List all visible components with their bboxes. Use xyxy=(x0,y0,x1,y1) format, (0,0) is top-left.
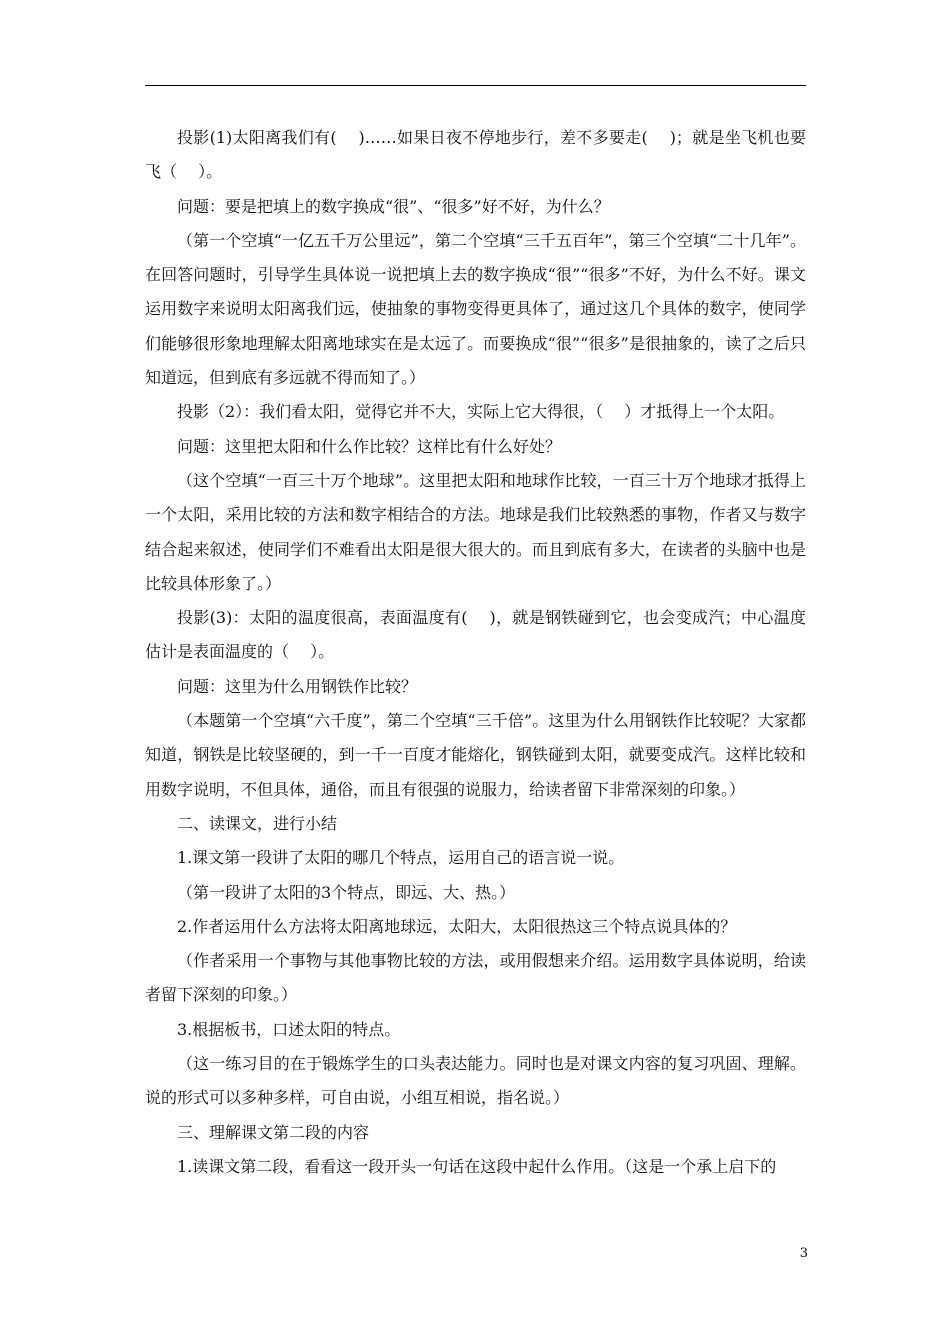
section-heading-2: 二、读课文，进行小结 xyxy=(177,813,338,833)
paragraph-projection-2: 投影（2）：我们看太阳，觉得它并不大，实际上它大得很，（ ）才抵得上一个太阳。 xyxy=(177,402,785,422)
paragraph-item-2-answer: （作者采用一个事物与其他事物比较的方法，或用假想来介绍。运用数字具体说明，给读者留下深刻的印象。） xyxy=(145,951,806,1005)
paragraph-item-1-answer: （第一段讲了太阳的3个特点，即远、大、热。） xyxy=(177,882,516,902)
paragraph-question-2: 问题：这里把太阳和什么作比较？这样比有什么好处？ xyxy=(177,436,562,456)
paragraph-answer-1: （第一个空填“一亿五千万公里远”，第二个空填“三千五百年”，第三个空填“二十几年”。在回答问题时，引导学生具体说一说把填上去的数字换成“很”“很多”不好，为什么不好。课文运用数字来说明太阳离我们远，使抽象的事物变得更具体了，通过这几个具体的数字，使同学们能够很形象地理解太阳离地球实在是太远了。而要换成“很”“很多”是很抽象的，读了之后只知道远，但到底有多远就不得而知了。） xyxy=(145,230,806,388)
paragraph-item-3: 3.根据板书，口述太阳的特点。 xyxy=(177,1019,401,1039)
paragraph-section-3-item-1: 1.读课文第二段，看看这一段开头一句话在这段中起什么作用。（这是一个承上启下的 xyxy=(177,1156,777,1176)
paragraph-item-2: 2.作者运用什么方法将太阳离地球远，太阳大，太阳很热这三个特点说具体的？ xyxy=(177,916,737,936)
paragraph-item-3-answer: （这一练习目的在于锻炼学生的口头表达能力。同时也是对课文内容的复习巩固、理解。说的形式可以多种多样，可自由说，小组互相说，指名说。） xyxy=(145,1054,806,1108)
paragraph-item-1: 1.课文第一段讲了太阳的哪几个特点，运用自己的语言说一说。 xyxy=(177,848,625,868)
paragraph-projection-3: 投影(3)：太阳的温度很高，表面温度有( )，就是钢铁碰到它，也会变成汽；中心温度估计是表面温度的（ ）。 xyxy=(145,608,806,662)
section-heading-3: 三、理解课文第二段的内容 xyxy=(177,1122,370,1142)
paragraph-projection-1: 投影(1)太阳离我们有( )……如果日夜不停地步行，差不多要走( )；就是坐飞机也要飞（ ）。 xyxy=(145,128,806,182)
paragraph-answer-3: （本题第一个空填“六千度”，第二个空填“三千倍”。这里为什么用钢铁作比较呢？大家都知道，钢铁是比较坚硬的，到一千一百度才能熔化，钢铁碰到太阳，就要变成汽。这样比较和用数字说明，不但具体，通俗，而且有很强的说服力，给读者留下非常深刻的印象。） xyxy=(145,711,806,799)
paragraph-question-3: 问题：这里为什么用钢铁作比较？ xyxy=(177,676,418,696)
header-rule xyxy=(145,85,806,86)
page-number: 3 xyxy=(799,1246,808,1261)
paragraph-question-1: 问题：要是把填上的数字换成“很”、“很多”好不好，为什么？ xyxy=(177,196,610,216)
paragraph-answer-2: （这个空填“一百三十万个地球”。这里把太阳和地球作比较，一百三十万个地球才抵得上一个太阳，采用比较的方法和数字相结合的方法。地球是我们比较熟悉的事物，作者又与数字结合起来叙述，使同学们不难看出太阳是很大很大的。而且到底有多大，在读者的头脑中也是比较具体形象了。） xyxy=(145,470,806,593)
document-body xyxy=(145,121,806,1184)
